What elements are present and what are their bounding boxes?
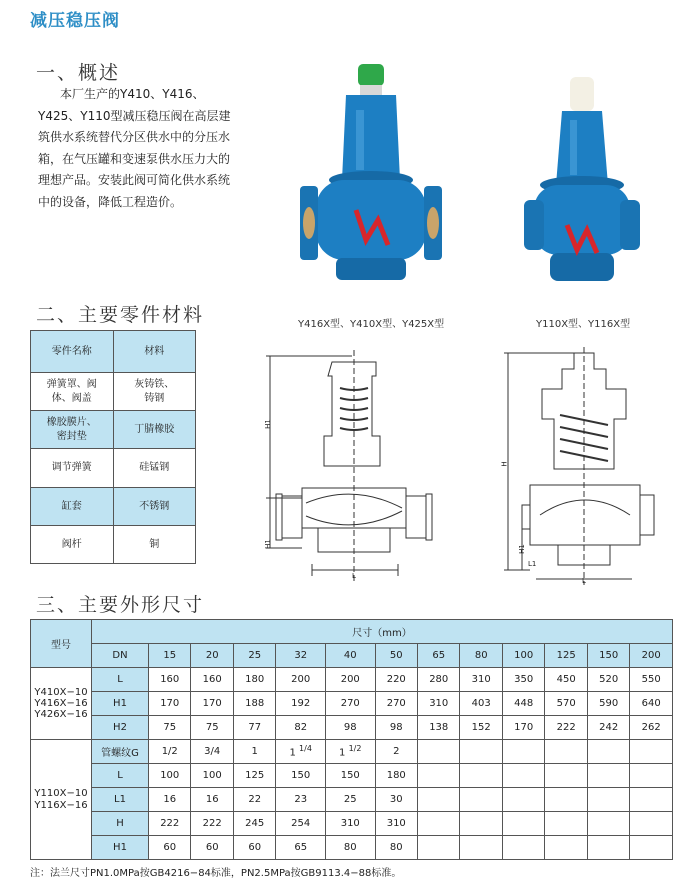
table-cell: 25 <box>325 788 375 812</box>
table-cell <box>502 812 544 836</box>
overview-paragraph: 本厂生产的Y410、Y416、Y425、Y110型减压稳压阀在高层建筑供水系统替代分区供水中的分压水箱，在气压罐和变速泵供水压力大的理想产品。安装此阀可简化供水系统中的设备，降低工程造价。 <box>38 87 231 209</box>
section-overview-heading: 一、概述 <box>36 62 121 84</box>
table-cell: 98 <box>375 716 417 740</box>
caption-threaded: Y110X型、Y116X型 <box>536 319 631 330</box>
table-cell: 100 <box>149 764 191 788</box>
table-cell: 16 <box>191 788 233 812</box>
valve-photo-threaded <box>522 75 642 295</box>
table-cell: 23 <box>276 788 326 812</box>
thread-size: 2 <box>393 746 400 757</box>
thread-row <box>31 740 673 764</box>
materials-cell: 不锈钢 <box>113 488 196 526</box>
model-name: Y110X−10 <box>34 787 88 799</box>
group2-row <box>31 812 673 836</box>
table-cell: 60 <box>149 836 191 860</box>
table-cell: 50 <box>375 644 417 668</box>
group2-models <box>31 740 92 860</box>
section-dimensions-heading: 三、主要外形尺寸 <box>36 594 205 616</box>
model-name: Y410X−10 <box>34 687 88 698</box>
dim-label: H1 <box>263 419 272 429</box>
table-cell: 100 <box>502 644 544 668</box>
table-cell: 310 <box>375 812 417 836</box>
valve-photo-flanged <box>296 60 446 300</box>
table-cell: 570 <box>545 692 587 716</box>
thread-size: 1 <box>339 747 349 759</box>
model-name: Y116X−16 <box>34 799 88 811</box>
materials-cell: 阀杆 <box>31 526 114 564</box>
materials-cell: 灰铸铁、铸钢 <box>113 373 196 411</box>
dim-label: L1 <box>528 560 537 568</box>
table-cell <box>587 740 629 764</box>
table-cell: H <box>92 812 149 836</box>
table-cell: L1 <box>92 788 149 812</box>
materials-cell: 橡胶膜片、密封垫 <box>31 411 114 449</box>
table-cell: 200 <box>325 668 375 692</box>
table-cell: 20 <box>191 644 233 668</box>
table-cell: 40 <box>325 644 375 668</box>
dim-label: L <box>582 577 586 585</box>
table-cell <box>502 836 544 860</box>
table-cell <box>418 788 460 812</box>
table-cell: 82 <box>276 716 326 740</box>
table-cell <box>233 740 275 764</box>
table-cell <box>587 812 629 836</box>
materials-header-part: 零件名称 <box>31 331 114 373</box>
table-cell: L <box>92 668 149 692</box>
table-cell: 125 <box>545 644 587 668</box>
page-title: 减压稳压阀 <box>30 11 120 31</box>
group1-row <box>31 668 673 692</box>
table-cell: 80 <box>325 836 375 860</box>
table-cell: 75 <box>191 716 233 740</box>
materials-cell: 丁腈橡胶 <box>113 411 196 449</box>
table-cell <box>587 764 629 788</box>
table-cell: 180 <box>375 764 417 788</box>
thread-size: 1 <box>251 746 258 757</box>
table-cell <box>545 812 587 836</box>
table-cell <box>630 764 673 788</box>
table-cell: H1 <box>92 836 149 860</box>
table-cell: 350 <box>502 668 544 692</box>
table-cell: 270 <box>375 692 417 716</box>
table-cell: 15 <box>149 644 191 668</box>
table-cell: 310 <box>418 692 460 716</box>
table-cell: 222 <box>149 812 191 836</box>
table-cell: 60 <box>191 836 233 860</box>
table-cell <box>191 740 233 764</box>
size-header: 尺寸（mm） <box>92 620 673 644</box>
group2-row <box>31 764 673 788</box>
section-materials-heading: 二、主要零件材料 <box>36 304 205 326</box>
table-cell: 242 <box>587 716 629 740</box>
table-cell: 520 <box>587 668 629 692</box>
table-cell <box>460 740 502 764</box>
table-cell: 640 <box>630 692 673 716</box>
footnote: 注：法兰尺寸PN1.0MPa按GB4216−84标准，PN2.5MPa按GB9113.4−88标准。 <box>30 868 402 879</box>
table-cell: 32 <box>276 644 326 668</box>
thread-fraction: 1/2 <box>348 744 362 754</box>
dn-row <box>31 644 673 668</box>
table-cell: 150 <box>587 644 629 668</box>
table-cell <box>460 812 502 836</box>
table-cell: 220 <box>375 668 417 692</box>
model-name: Y426X−16 <box>34 709 88 720</box>
group1-row <box>31 692 673 716</box>
table-cell: 170 <box>149 692 191 716</box>
dim-label: H <box>500 461 509 467</box>
table-cell: 160 <box>191 668 233 692</box>
table-cell: 280 <box>418 668 460 692</box>
table-cell: 160 <box>149 668 191 692</box>
table-cell <box>460 836 502 860</box>
table-cell: 75 <box>149 716 191 740</box>
table-cell: 254 <box>276 812 326 836</box>
table-cell: 16 <box>149 788 191 812</box>
table-cell <box>460 764 502 788</box>
group1-models <box>31 668 92 740</box>
dim-label: H1 <box>263 539 272 549</box>
table-cell: 170 <box>502 716 544 740</box>
overview-text <box>38 84 238 213</box>
materials-cell: 硅锰钢 <box>113 449 196 488</box>
table-cell: 30 <box>375 788 417 812</box>
table-cell: 270 <box>325 692 375 716</box>
dn-label: DN <box>92 644 149 668</box>
materials-cell: 调节弹簧 <box>31 449 114 488</box>
table-cell <box>630 788 673 812</box>
table-cell <box>418 740 460 764</box>
table-cell: 262 <box>630 716 673 740</box>
table-cell: 450 <box>545 668 587 692</box>
thread-fraction: 1/4 <box>299 744 312 754</box>
table-cell: 200 <box>630 644 673 668</box>
table-cell: 150 <box>325 764 375 788</box>
table-cell <box>587 836 629 860</box>
table-cell: 170 <box>191 692 233 716</box>
table-cell: 98 <box>325 716 375 740</box>
table-cell: L <box>92 764 149 788</box>
table-cell <box>545 788 587 812</box>
drawing-flanged <box>262 348 452 588</box>
caption-flanged: Y416X型、Y410X型、Y425X型 <box>298 319 445 330</box>
table-cell: 65 <box>418 644 460 668</box>
table-cell: 448 <box>502 692 544 716</box>
table-cell: 310 <box>460 668 502 692</box>
table-cell <box>545 836 587 860</box>
table-cell: 310 <box>325 812 375 836</box>
table-cell: 25 <box>233 644 275 668</box>
table-cell <box>545 764 587 788</box>
table-cell <box>630 836 673 860</box>
materials-table <box>30 330 196 564</box>
table-cell: 550 <box>630 668 673 692</box>
table-cell: 180 <box>233 668 275 692</box>
table-cell: 222 <box>191 812 233 836</box>
table-cell: 22 <box>233 788 275 812</box>
table-cell: 403 <box>460 692 502 716</box>
table-cell: 192 <box>276 692 326 716</box>
table-cell: 222 <box>545 716 587 740</box>
table-cell <box>460 788 502 812</box>
table-cell <box>418 812 460 836</box>
table-cell: 80 <box>375 836 417 860</box>
group2-row <box>31 836 673 860</box>
table-cell <box>276 740 326 764</box>
materials-cell: 缸套 <box>31 488 114 526</box>
thread-label: 管螺纹G <box>92 740 149 764</box>
dim-label: H1 <box>517 544 526 554</box>
table-cell: 77 <box>233 716 275 740</box>
table-cell: 590 <box>587 692 629 716</box>
table-cell <box>502 788 544 812</box>
table-cell: H2 <box>92 716 149 740</box>
table-cell <box>149 740 191 764</box>
thread-size: 3/4 <box>204 746 221 757</box>
table-cell: 65 <box>276 836 326 860</box>
group2-row <box>31 788 673 812</box>
thread-size: 1 <box>289 747 300 759</box>
table-cell: 152 <box>460 716 502 740</box>
table-cell <box>502 764 544 788</box>
table-cell <box>630 812 673 836</box>
materials-header-material: 材料 <box>113 331 196 373</box>
table-cell <box>545 740 587 764</box>
table-cell <box>325 740 375 764</box>
table-cell <box>418 836 460 860</box>
table-cell <box>418 764 460 788</box>
group1-row <box>31 716 673 740</box>
table-cell: 125 <box>233 764 275 788</box>
dimensions-table <box>30 619 673 860</box>
model-name: Y416X−16 <box>34 698 88 709</box>
table-cell: H1 <box>92 692 149 716</box>
dim-label: L <box>352 572 356 580</box>
table-cell: 245 <box>233 812 275 836</box>
table-cell: 138 <box>418 716 460 740</box>
table-cell: 80 <box>460 644 502 668</box>
table-cell <box>587 788 629 812</box>
table-cell: 188 <box>233 692 275 716</box>
materials-cell: 弹簧罩、阀体、阀盖 <box>31 373 114 411</box>
table-cell <box>502 740 544 764</box>
model-header: 型号 <box>31 620 92 668</box>
thread-size: 1/2 <box>161 746 178 757</box>
table-cell: 150 <box>276 764 326 788</box>
table-cell <box>630 740 673 764</box>
table-cell: 100 <box>191 764 233 788</box>
table-cell: 200 <box>276 668 326 692</box>
table-cell <box>375 740 417 764</box>
materials-cell: 铜 <box>113 526 196 564</box>
table-cell: 60 <box>233 836 275 860</box>
